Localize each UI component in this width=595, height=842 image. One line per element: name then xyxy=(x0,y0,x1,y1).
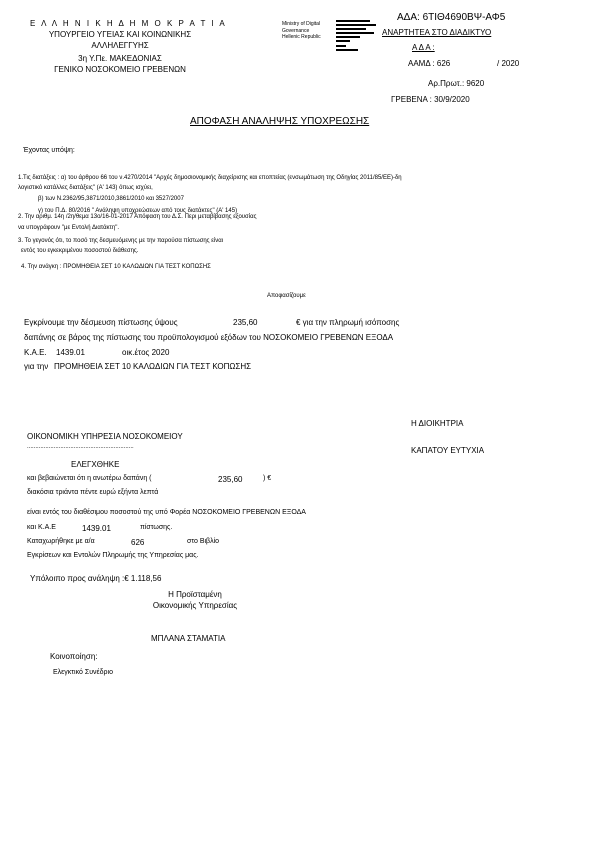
registered-book: στο Βιβλίο xyxy=(187,538,220,545)
item-2-line-a: 2. Την αριθμ. 14η /2η/θεμα 13ο/16-01-2017 Απόφαση του Δ.Σ. Περι μεταβίβασης εξουσίας xyxy=(18,214,257,220)
notification-recipient: Ελεγκτικό Συνέδριο xyxy=(53,669,113,676)
stamp-line-3: Hellenic Republic xyxy=(282,34,321,40)
stamp-line-2: Governance xyxy=(282,27,310,34)
for-label: για την xyxy=(24,362,49,371)
checked-label: ΕΛΕΓΧΘΗΚΕ xyxy=(71,460,120,469)
document-date: ΓΡΕΒΕΝΑ : 30/9/2020 xyxy=(391,95,470,104)
signature-stamp-text xyxy=(282,21,321,41)
approve-amount: 235,60 xyxy=(233,318,258,327)
hospital-name: ΓΕΝΙΚΟ ΝΟΣΟΚΟΜΕΙΟ ΓΡΕΒΕΝΩΝ xyxy=(54,65,186,74)
approve-text-b: € για την πληρωμή ισόποσης xyxy=(296,318,400,327)
certified-text-a: και βεβαιώνεται ότι η ανωτέρω δαπάνη ( xyxy=(27,475,152,482)
registered-label: Καταχωρήθηκε με α/α xyxy=(27,538,95,545)
ada-code: ΑΔΑ: 6ΤΙΘ4690ΒΨ-ΑΦ5 xyxy=(397,12,506,23)
item-2-line-b: να υπογράφουν "με Εντολή Διατάκτη". xyxy=(18,225,120,231)
kae2-value: 1439.01 xyxy=(82,524,111,533)
for-value: ΠΡΟΜΗΘΕΙΑ ΣΕΤ 10 ΚΑΛΩΔΙΩΝ ΓΙΑ ΤΕΣΤ ΚΟΠΩΣΗΣ xyxy=(54,362,252,371)
remaining-balance: Υπόλοιπο προς ανάληψη :€ 1.118,56 xyxy=(30,574,162,583)
health-region-line: 3η Υ.Πε. ΜΑΚΕΔΟΝΙΑΣ xyxy=(78,54,162,63)
document-title: ΑΠΟΦΑΣΗ ΑΝΑΛΗΨΗΣ ΥΠΟΧΡΕΩΣΗΣ xyxy=(190,116,370,127)
item-1-line-d: γ) του Π.Δ. 80/2016 " Ανάληψη υποχρεώσεων από τους διατάκτες" (Α' 145) xyxy=(38,208,238,214)
aamd-year: / 2020 xyxy=(497,59,520,68)
fiscal-year: οικ.έτος 2020 xyxy=(122,348,170,357)
notification-label: Κοινοποίηση: xyxy=(50,652,98,661)
amount-in-words: διακόσια τριάντα πέντε ευρώ εξήντα λεπτά xyxy=(27,489,159,496)
registered-number: 626 xyxy=(131,538,145,547)
aamd-number: ΑΑΜΔ : 626 xyxy=(408,59,451,68)
credit-label: πίστωσης. xyxy=(140,524,173,531)
item-1-line-b: λογιστικό κατάλλες διατάξεις" (Α' 143) όπως ισχύει, xyxy=(18,185,153,191)
ministry-line-2: ΑΛΛΗΛΕΓΓΥΗΣ xyxy=(91,41,149,50)
kae2-label: και Κ.Α.Ε xyxy=(27,524,56,531)
expense-line: δαπάνης σε βάρος της πίστωσης του προϋπολογισμού εξόδων του ΝΟΣΟΚΟΜΕΙΟ ΓΡΕΒΕΝΩΝ ΕΞΟΔΑ xyxy=(24,333,394,342)
head-department: Οικονομικής Υπηρεσίας xyxy=(152,601,238,610)
dotted-line: ................................................................ xyxy=(27,444,134,450)
ada-label: Α Δ Α : xyxy=(412,43,435,52)
protocol-number: Αρ.Πρωτ.: 9620 xyxy=(428,79,485,88)
signature-stamp-details xyxy=(336,19,384,57)
republic-heading: Ε Λ Λ Η Ν Ι Κ Η Δ Η Μ Ο Κ Ρ Α Τ Ι Α xyxy=(30,19,227,28)
financial-service-title: ΟΙΚΟΝΟΜΙΚΗ ΥΠΗΡΕΣΙΑ ΝΟΣΟΚΟΜΕΙΟΥ xyxy=(27,432,183,441)
item-1-line-c: β) των Ν.2362/95,3871/2010,3861/2010 και 3527/2007 xyxy=(38,196,184,202)
approve-text-a: Εγκρίνουμε την δέσμευση πίστωσης ύψους xyxy=(24,318,178,327)
certified-amount: 235,60 xyxy=(218,475,243,484)
publish-online-label: ΑΝΑΡΤΗΤΕΑ ΣΤΟ ΔΙΑΔΙΚΤΥΟ xyxy=(382,28,492,37)
ministry-line: ΥΠΟΥΡΓΕΙΟ ΥΓΕΙΑΣ ΚΑΙ ΚΟΙΝΩΝΙΚΗΣ xyxy=(48,30,192,39)
registered-line-2: Εγκρίσεων και Εντολών Πληρωμής της Υπηρεσίας μας. xyxy=(27,552,199,559)
head-title: Η Προϊσταμένη xyxy=(168,590,222,599)
within-budget-line: είναι εντός του διαθέσιμου ποσοστού της υπό Φορέα ΝΟΣΟΚΟΜΕΙΟ ΓΡΕΒΕΝΩΝ ΕΞΟΔΑ xyxy=(27,509,306,516)
director-name: ΚΑΠΑΤΟΥ ΕΥΤΥΧΙΑ xyxy=(411,446,485,455)
certified-text-b: ) € xyxy=(263,475,272,482)
director-title: Η ΔΙΟΙΚΗΤΡΙΑ xyxy=(411,419,464,428)
head-name: ΜΠΛΑΝΑ ΣΤΑΜΑΤΙΑ xyxy=(151,634,226,643)
we-decide: Αποφασίζουμε xyxy=(267,293,306,299)
having-seen: Έχοντας υπόψη: xyxy=(23,147,75,154)
item-3-line-a: 3. Το γεγονός ότι, το ποσό της δεσμευόμενης με την παρούσα πίστωσης είναι xyxy=(18,238,224,244)
stamp-line-1: Ministry of Digital xyxy=(282,21,321,27)
kae-value: 1439.01 xyxy=(56,348,85,357)
item-1-line-a: 1.Τις διατάξεις : α) του άρθρου 66 του ν.4270/2014 "Αρχές δημοσιονομικής διαχείρισης και εποπτείας (ενσωμάτωση της Οδηγίας 2011/85/ΕΕ)-δη xyxy=(18,175,402,181)
item-3-line-b: εντός του εγκεκριμένου ποσοστού διάθεσης. xyxy=(21,248,139,254)
item-4: 4. Την ανάγκη : ΠΡΟΜΗΘΕΙΑ ΣΕΤ 10 ΚΑΛΩΔΙΩΝ ΓΙΑ ΤΕΣΤ ΚΟΠΩΣΗΣ xyxy=(21,264,211,270)
kae-label: Κ.Α.Ε. xyxy=(24,348,47,357)
